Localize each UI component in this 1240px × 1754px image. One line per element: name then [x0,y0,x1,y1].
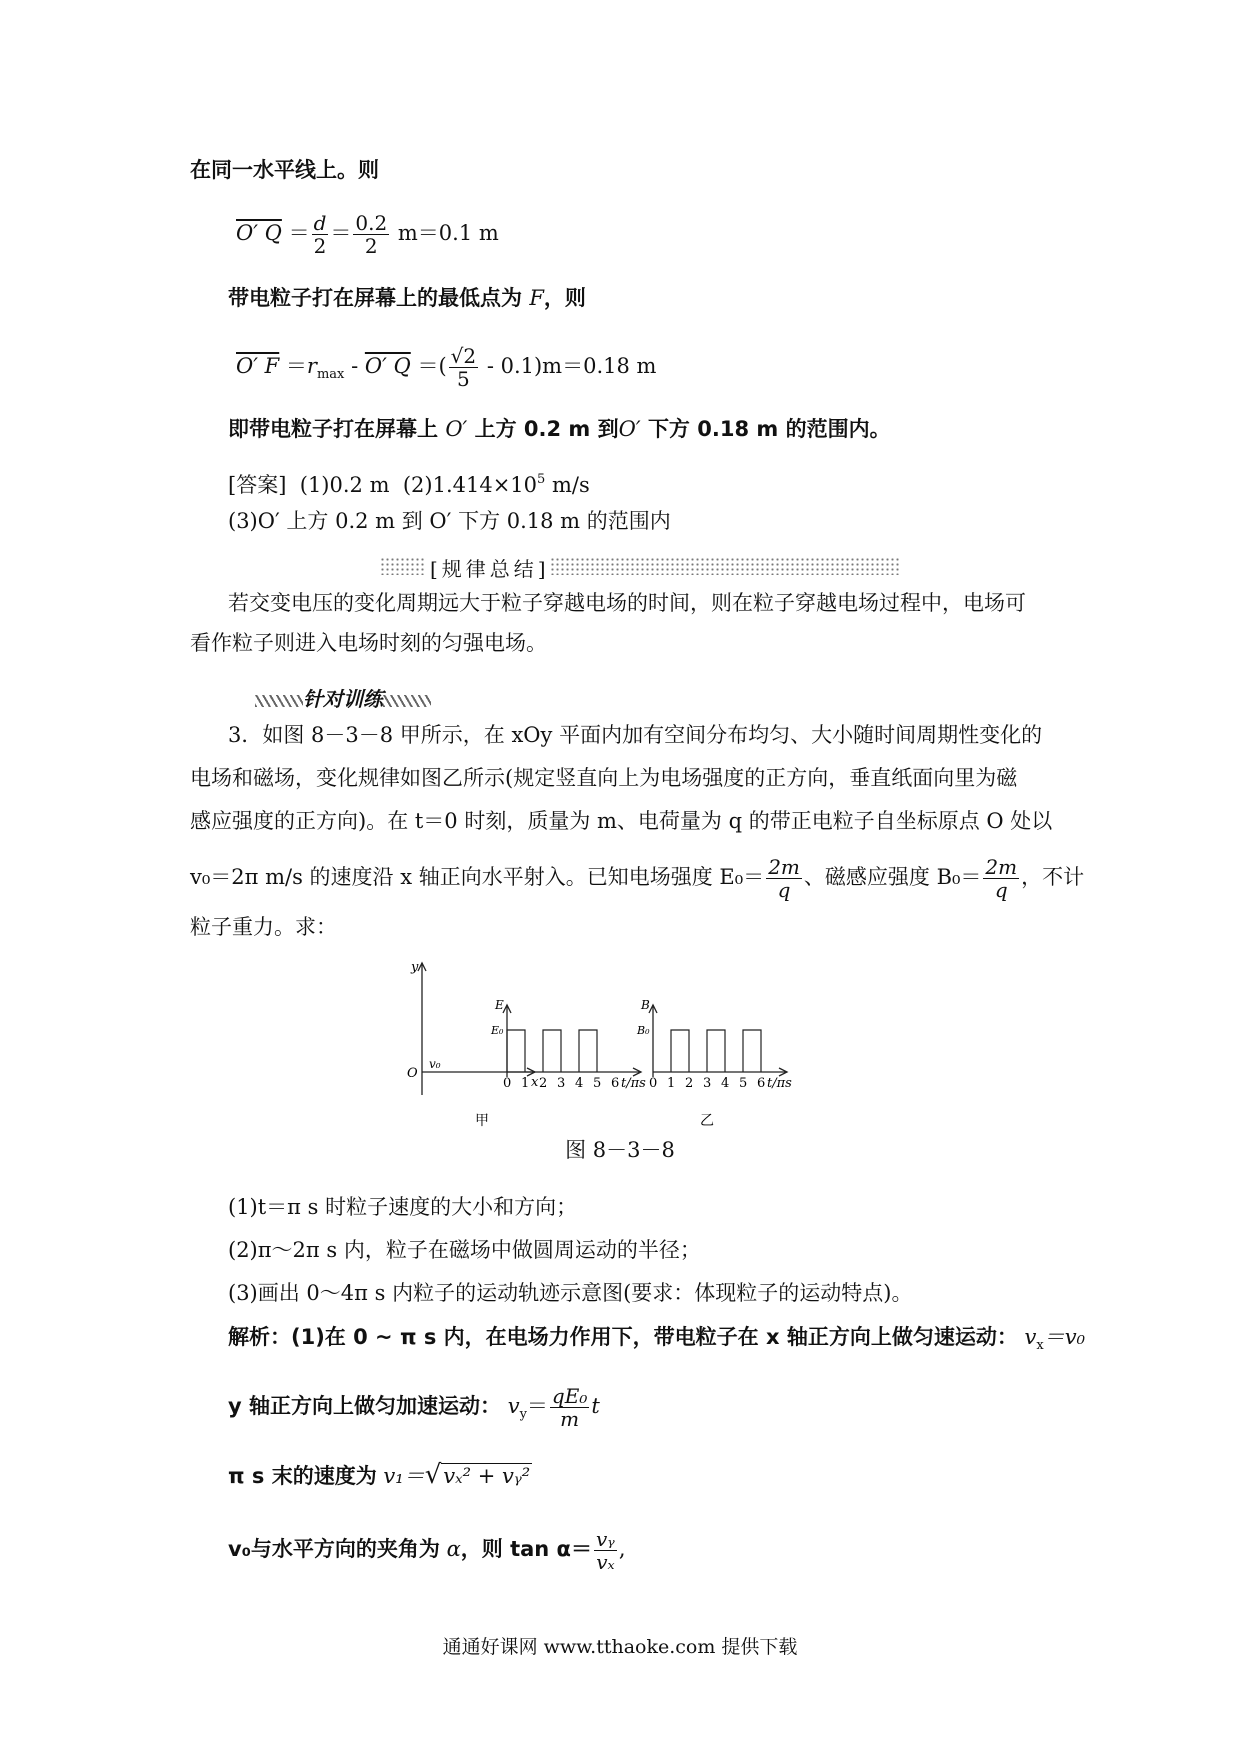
sub-question: (1)t＝π s 时粒子速度的大小和方向； [228,1195,578,1219]
e-chart-pulse [579,1030,597,1072]
b-chart-axis-label: t/πs [767,1076,792,1091]
jia-y-label: y [411,960,419,975]
b-chart-tick-label: 0 [649,1076,658,1091]
solution-line: v₀与水平方向的夹角为 α，则 tan α＝ $\frac{\text{vᵧ}}{\text{vₓ}}$ , [228,1527,626,1574]
jia-caption: 甲 [475,1113,489,1129]
e-chart-tick-label: 2 [539,1076,548,1091]
rule-summary-title: [规律总结] [430,557,550,581]
text-line: 在同一水平线上。则 [190,158,379,182]
e-chart-tick-label: 1 [521,1076,530,1091]
e-chart-tick-label: 6 [611,1076,620,1091]
b-chart-pulse [743,1030,761,1072]
sub-question: (3)画出 0～4π s 内粒子的运动轨迹示意图(要求：体现粒子的运动特点)。 [228,1281,913,1305]
b-chart-level-label: B₀ [637,1024,650,1037]
e-chart-pulse [507,1030,525,1072]
yi-caption: 乙 [700,1113,714,1129]
e-chart-tick-label: 4 [575,1076,584,1091]
figure-yi-e-chart [490,998,646,1091]
b-chart-tick-label: 6 [757,1076,766,1091]
sub-question: (2)π～2π s 内，粒子在磁场中做圆周运动的半径； [228,1238,701,1262]
jia-x-label: x [531,1075,539,1090]
figure-yi-b-chart [636,998,792,1091]
figure-jia [418,963,535,1095]
rule-text: 看作粒子则进入电场时刻的匀强电场。 [190,631,547,655]
e-chart-tick-label: 5 [593,1076,602,1091]
b-chart-tick-label: 4 [721,1076,730,1091]
e-chart-tick-label: 0 [503,1076,512,1091]
question-text: 电场和磁场，变化规律如图乙所示(规定竖直向上为电场强度的正方向，垂直纸面向里为磁 [190,766,1018,790]
jia-origin-label: O [407,1066,418,1081]
solution-line: π s 末的速度为 v₁＝√vₓ² + vᵧ² [228,1460,531,1490]
figure-caption: 图 8－3－8 [565,1138,675,1162]
equation-oq: O′ Q ＝ $\frac{d}{2}$ ＝ $\frac{0.2}{2}$ m＝0.1 m [236,211,499,258]
solution-line: 解析：(1)在 0 ~ π s 内，在电场力作用下，带电粒子在 x 轴正方向上做匀速运动： $v_x=v_0$ [228,1325,1086,1353]
e-chart-pulse [543,1030,561,1072]
e-chart-level-label: E₀ [491,1024,504,1037]
question-text: 感应强度的正方向)。在 t＝0 时刻，质量为 m、电荷量为 q 的带正电粒子自坐标原点 O 处以 [190,809,1053,833]
answer-line: [答案] (1)0.2 m $(2)1.414\times 10^5$ m/s [228,472,590,497]
b-chart-pulse [671,1030,689,1072]
figure-8-3-8 [395,955,915,1130]
sqrt-expression: √vₓ² + vᵧ² [424,1460,531,1490]
question-text: 粒子重力。求： [190,915,337,939]
drill-title: 针对训练 [255,683,431,712]
question-text: v₀＝2π m/s 的速度沿 x 轴正向水平射入。已知电场强度 E₀＝ $\frac{2m}{q}$ 、磁感应强度 B₀＝ $\frac{2m}{q}$ ，不计 [190,855,1085,902]
b-chart-pulse [707,1030,725,1072]
b-chart-tick-label: 3 [703,1076,712,1091]
rule-summary-banner [380,555,900,579]
answer-line-3: (3)O′ 上方 0.2 m 到 O′ 下方 0.18 m 的范围内 [228,509,671,533]
b-chart-tick-label: 2 [685,1076,694,1091]
b-chart-tick-label: 1 [667,1076,676,1091]
e-chart-tick-label: 3 [557,1076,566,1091]
question-text: 3．如图 8－3－8 甲所示，在 xOy 平面内加有空间分布均匀、大小随时间周期性变化的 [228,723,1043,747]
equation-of: O′ $F =r_{max} - O'$ Q ＝( $\frac{√2}{5}$ - 0.1)m＝0.18 m [236,344,657,391]
solution-line: y 轴正方向上做匀加速运动： $v_y=$ $\frac{\text{qE₀}}{m}$ t [228,1384,600,1431]
text-line: 带电粒子打在屏幕上的最低点为 F，则 [228,286,586,310]
b-chart-tick-label: 5 [739,1076,748,1091]
jia-v0-label: v₀ [429,1057,441,1071]
text-line: 即带电粒子打在屏幕上 O′ 上方 0.2 m 到O′ 下方 0.18 m 的范围内。 [228,417,891,441]
rule-text: 若交变电压的变化周期远大于粒子穿越电场的时间，则在粒子穿越电场过程中，电场可 [228,591,1026,615]
e-chart-y-label: E [495,998,504,1012]
b-chart-y-label: B [641,998,650,1012]
e-chart-axis-label: t/πs [621,1076,646,1091]
footer: 通通好课网 www.tthaoke.com 提供下载 [442,1636,798,1658]
